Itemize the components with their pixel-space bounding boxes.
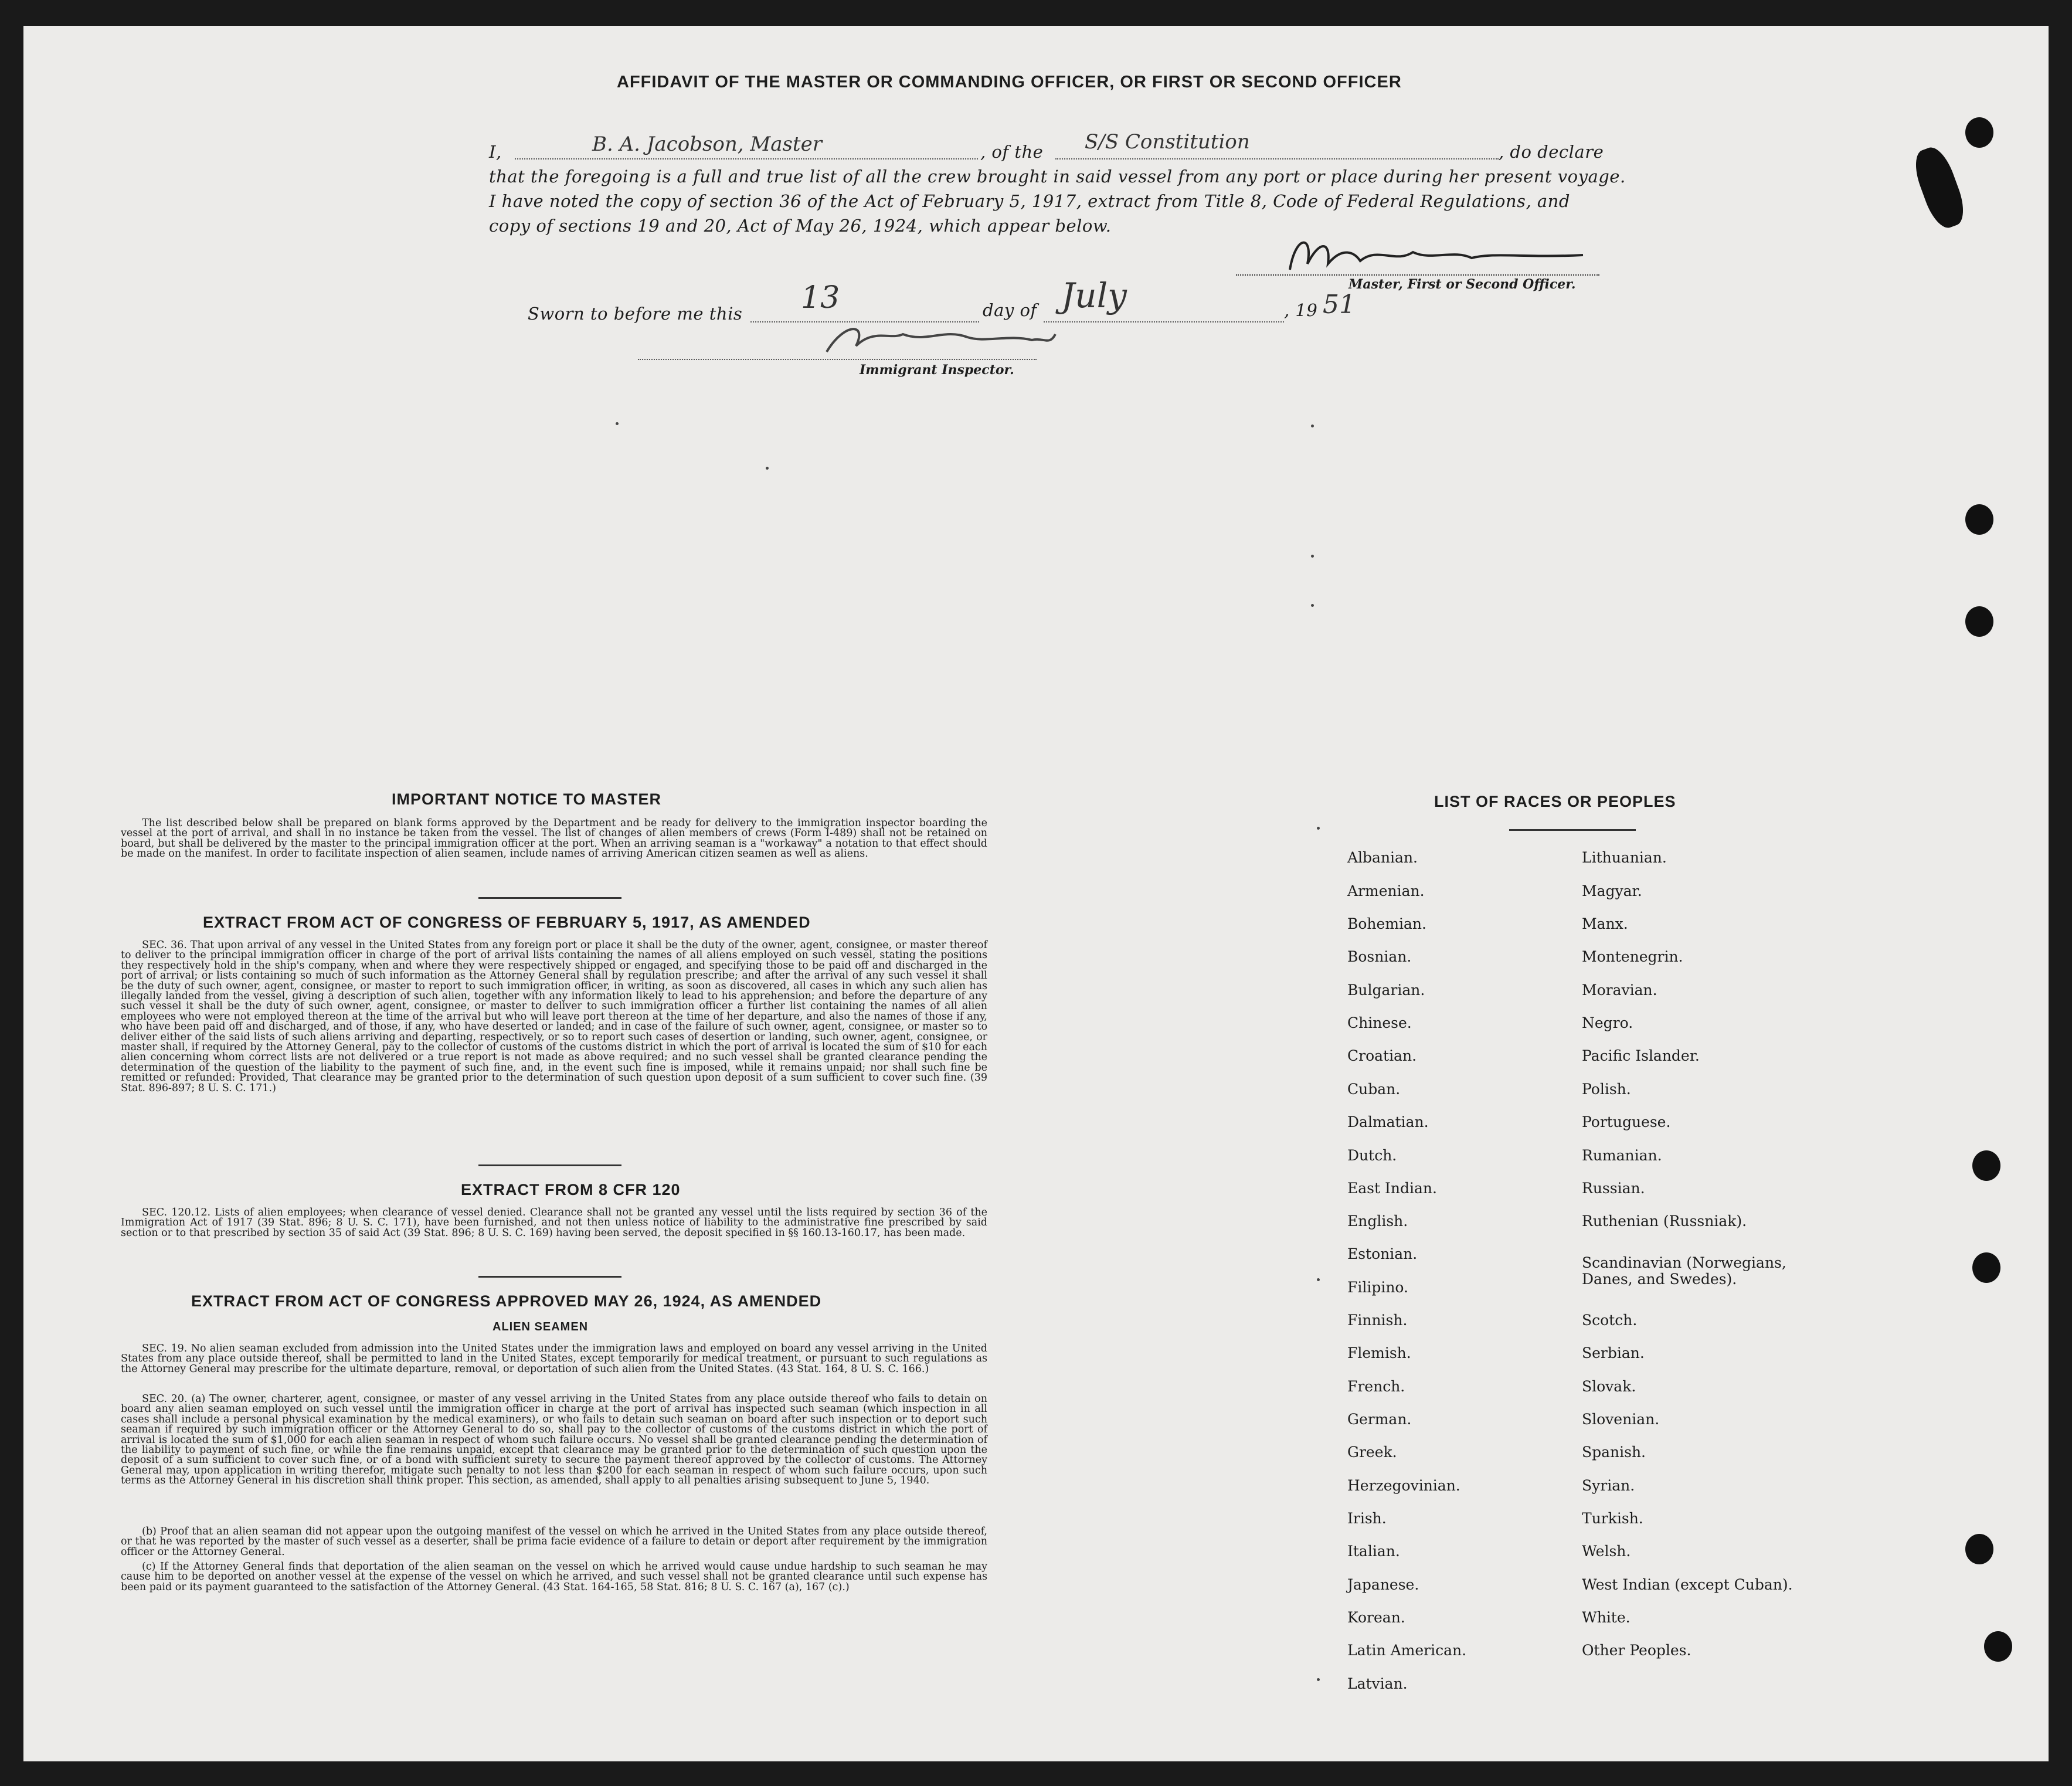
sworn-label: Sworn to before me this xyxy=(528,304,743,324)
race-item: East Indian. xyxy=(1347,1180,1437,1197)
extract-cfr-body: SEC. 120.12. Lists of alien employees; when clearance of vessel denied. Clearance shall not be granted any vessel until the lists required by section 36 of the Immigration Act of 1917 (39 Stat. 896; 8 U. S. C. 171), have been furnished, and not then unless notice of liability to the administrative fine prescribed by said section or to that prescribed by section 35 of said Act (39 Stat. 896; 8 U. S. C. 169) having been served, the deposit specified in §§ 160.13-160.17, has been made. xyxy=(121,1207,987,1239)
race-item: Bosnian. xyxy=(1347,948,1412,965)
sworn-month: July xyxy=(1061,276,1127,315)
sworn-day: 13 xyxy=(801,280,840,315)
race-item: Finnish. xyxy=(1347,1312,1408,1329)
scan-speck xyxy=(1311,425,1314,427)
race-item: Montenegrin. xyxy=(1582,948,1683,965)
of-the-label: , of the xyxy=(980,142,1044,162)
punch-hole xyxy=(1965,606,1993,637)
sworn-year: 51 xyxy=(1323,290,1356,320)
inspector-signature-line xyxy=(638,359,1037,360)
race-item: West Indian (except Cuban). xyxy=(1582,1576,1793,1593)
race-item: Bohemian. xyxy=(1347,915,1426,932)
document-page xyxy=(23,26,2049,1761)
race-item: Turkish. xyxy=(1582,1510,1643,1527)
declaration-pronoun: I, xyxy=(489,142,502,162)
punch-hole xyxy=(1965,504,1993,535)
race-item: Armenian. xyxy=(1347,882,1425,899)
race-item: Filipino. xyxy=(1347,1279,1408,1296)
race-item: French. xyxy=(1347,1378,1405,1395)
race-item: Greek. xyxy=(1347,1444,1397,1461)
race-item: Croatian. xyxy=(1347,1047,1417,1064)
race-item: Korean. xyxy=(1347,1609,1405,1626)
sworn-month-line xyxy=(1044,321,1284,322)
affidavit-title: AFFIDAVIT OF THE MASTER OR COMMANDING OFFICER, OR FIRST OR SECOND OFFICER xyxy=(617,73,1402,91)
extract-cfr-title: EXTRACT FROM 8 CFR 120 xyxy=(461,1181,681,1198)
year-prefix: , 19 xyxy=(1284,300,1318,320)
sec19-body: SEC. 19. No alien seaman excluded from admission into the United States under the immigration laws and employed on board any vessel arriving in the United States from any place outside thereof, shall be permitted to land in the United States, except temporarily for medical treatment, or pursuant to such regulations as the Attorney General may prescribe for the ultimate departure, removal, or deportation of such alien from the United States. (43 Stat. 164, 8 U. S. C. 166.) xyxy=(121,1343,987,1375)
race-item: Spanish. xyxy=(1582,1444,1646,1461)
scan-speck xyxy=(1311,604,1314,607)
race-item: Polish. xyxy=(1582,1081,1631,1098)
race-item: Lithuanian. xyxy=(1582,849,1667,866)
race-item: Herzegovinian. xyxy=(1347,1477,1460,1494)
declaration-line-2: that the foregoing is a full and true list of all the crew brought in said vessel from any port or place during her present voyage. xyxy=(489,167,1626,186)
punch-hole xyxy=(1972,1252,2000,1283)
scan-speck xyxy=(1317,827,1320,830)
section-divider xyxy=(478,897,621,899)
race-item: Russian. xyxy=(1582,1180,1645,1197)
extract-1924-title: EXTRACT FROM ACT OF CONGRESS APPROVED MAY 26, 1924, AS AMENDED xyxy=(191,1292,822,1310)
notice-body: The list described below shall be prepared on blank forms approved by the Department and be ready for delivery to the immigration inspector boarding the vessel at the port of arrival, and shall in no instance be taken from the vessel. The list of changes of alien members of crews (Form I-489) shall not be retained on board, but shall be delivered by the master to the principal immigration officer at the port. When an arriving seaman is a "workaway" a notation to that effect should be made on the manifest. In order to facilitate inspection of alien seamen, include names of arriving American citizen seamen as well as aliens. xyxy=(121,817,987,860)
officer-signature-line xyxy=(1236,274,1599,276)
races-title: LIST OF RACES OR PEOPLES xyxy=(1434,793,1676,810)
race-item: Magyar. xyxy=(1582,882,1642,899)
notice-title: IMPORTANT NOTICE TO MASTER xyxy=(392,790,661,808)
race-item: German. xyxy=(1347,1411,1412,1428)
race-item: Scandinavian (Norwegians, Danes, and Swedes). xyxy=(1582,1254,1786,1288)
do-declare-label: , do declare xyxy=(1499,142,1604,162)
race-item: Negro. xyxy=(1582,1014,1633,1031)
punch-hole xyxy=(1972,1150,2000,1181)
race-item: English. xyxy=(1347,1213,1408,1230)
punch-hole xyxy=(1965,1534,1993,1564)
master-signature xyxy=(1278,229,1606,281)
declaration-line-4: copy of sections 19 and 20, Act of May 26, 1924, which appear below. xyxy=(489,216,1112,236)
declarant-name-line xyxy=(515,158,978,159)
race-item: Welsh. xyxy=(1582,1543,1631,1560)
race-item: Ruthenian (Russniak). xyxy=(1582,1213,1747,1230)
vessel-name: S/S Constitution xyxy=(1085,130,1250,154)
race-item: Latvian. xyxy=(1347,1675,1408,1692)
race-item: Rumanian. xyxy=(1582,1147,1662,1164)
race-item: Flemish. xyxy=(1347,1344,1411,1361)
race-item: Italian. xyxy=(1347,1543,1400,1560)
race-item: Estonian. xyxy=(1347,1245,1418,1262)
race-item: Bulgarian. xyxy=(1347,982,1425,999)
race-item: Syrian. xyxy=(1582,1477,1635,1494)
scan-speck xyxy=(616,422,619,425)
day-of-label: day of xyxy=(983,300,1037,320)
race-item: Slovenian. xyxy=(1582,1411,1660,1428)
race-item: Dutch. xyxy=(1347,1147,1397,1164)
races-divider xyxy=(1509,829,1636,831)
race-item: Chinese. xyxy=(1347,1014,1412,1031)
race-item: Other Peoples. xyxy=(1582,1642,1691,1659)
race-item: Manx. xyxy=(1582,915,1628,932)
section-divider xyxy=(478,1276,621,1278)
extract-1917-title: EXTRACT FROM ACT OF CONGRESS OF FEBRUARY 5, 1917, AS AMENDED xyxy=(203,914,811,931)
scan-speck xyxy=(1317,1678,1320,1681)
race-item: Moravian. xyxy=(1582,982,1657,999)
alien-seamen-subtitle: ALIEN SEAMEN xyxy=(492,1320,589,1333)
race-item: Latin American. xyxy=(1347,1642,1467,1659)
inspector-signature xyxy=(821,311,1067,364)
punch-hole xyxy=(1984,1631,2012,1662)
section-divider xyxy=(478,1164,621,1166)
inspector-caption: Immigrant Inspector. xyxy=(860,362,1014,378)
officer-caption: Master, First or Second Officer. xyxy=(1349,277,1576,292)
sec20c-body: (c) If the Attorney General finds that deportation of the alien seaman on the vessel on which he arrived would cause undue hardship to such seaman he may cause him to be deported on another vessel at the expense of the vessel on which he arrived, and such vessel shall not be granted clearance until such expense has been paid or its payment guaranteed to the satisfaction of the Attorney General. (43 Stat. 164-165, 58 Stat. 816; 8 U. S. C. 167 (a), 167 (c).) xyxy=(121,1561,987,1593)
scan-speck xyxy=(1311,555,1314,558)
race-item: Portuguese. xyxy=(1582,1113,1671,1130)
scan-speck xyxy=(1317,1278,1320,1281)
race-item: Albanian. xyxy=(1347,849,1418,866)
extract-1917-body: SEC. 36. That upon arrival of any vessel in the United States from any foreign port or place it shall be the duty of the owner, agent, consignee, or master thereof to deliver to the principal immigration officer in charge of the port of arrival lists containing the names of all aliens employed on such vessel, stating the positions they respectively hold in the ship's company, when and where they were respectively shipped or engaged, and specifying those to be paid off and discharged in the port of arrival; or lists containing so much of such information as the Attorney General shall by regulation prescribe; and after the arrival of any such vessel it shall be the duty of such owner, agent, consignee, or master to report to such immigration officer, in writing, as soon as discovered, all cases in which any such alien has illegally landed from the vessel, giving a description of such alien, together with any information likely to lead to his apprehension; and before the departure of any such vessel it shall be the duty of such owner, agent, consignee, or master to deliver to such immigration officer a further list containing the names of all alien employees who were not employed thereon at the time of the arrival but who will leave port thereon at the time of her departure, and also the names of those if any, who have been paid off and discharged, and of those, if any, who have deserted or landed; and in case of the failure of such owner, agent, consignee, or master so to deliver either of the said lists of such aliens arriving and departing, respectively, or so to report such cases of desertion or landing, such owner, agent, consignee, or master shall, if required by the Attorney General, pay to the collector of customs of the customs district in which the port of arrival is located the sum of $10 for each alien concerning whom correct lists are not delivered or a true report is not made as above required; and no such vessel shall be granted clearance pending the determination of the question of the liability to the payment of such fine, and, in the event such fine is imposed, while it remains unpaid; nor shall such fine be remitted or refunded: Provided, That clearance may be granted prior to the determination of such question upon deposit of a sum sufficient to cover such fine. (39 Stat. 896-897; 8 U. S. C. 171.) xyxy=(121,939,987,1094)
race-item: Pacific Islander. xyxy=(1582,1047,1700,1064)
race-item: Slovak. xyxy=(1582,1378,1636,1395)
race-item: Cuban. xyxy=(1347,1081,1401,1098)
race-item: Serbian. xyxy=(1582,1344,1645,1361)
declarant-name: B. A. Jacobson, Master xyxy=(592,133,822,156)
punch-hole xyxy=(1965,117,1993,148)
vessel-name-line xyxy=(1055,158,1499,159)
race-item: Scotch. xyxy=(1582,1312,1638,1329)
race-item: Irish. xyxy=(1347,1510,1387,1527)
race-item: Japanese. xyxy=(1347,1576,1419,1593)
declaration-line-3: I have noted the copy of section 36 of the Act of February 5, 1917, extract from Title 8, Code of Federal Regulations, and xyxy=(489,191,1570,211)
race-item: White. xyxy=(1582,1609,1631,1626)
race-item: Dalmatian. xyxy=(1347,1113,1429,1130)
sec20b-body: (b) Proof that an alien seaman did not appear upon the outgoing manifest of the vessel on which he arrived in the United States from any place outside thereof, or that he was reported by the master of such vessel as a deserter, shall be prima facie evidence of a failure to detain or deport after requirement by the immigration officer or the Attorney General. xyxy=(121,1526,987,1558)
sec20a-body: SEC. 20. (a) The owner, charterer, agent, consignee, or master of any vessel arriving in the United States from any place outside thereof who fails to detain on board any alien seaman employed on such vessel until the immigration officer in charge at the port of arrival has inspected such seaman (which inspection in all cases shall include a personal physical examination by the medical examiners), or who fails to detain such seaman on board after such inspection or to deport such seaman if required by such immigration officer or the Attorney General to do so, shall pay to the collector of customs of the customs district in which the port of arrival is located the sum of $1,000 for each alien seaman in respect of whom such failure occurs. No vessel shall be granted clearance pending the determination of the liability to payment of such fine, or while the fine remains unpaid, except that clearance may be granted prior to the determination of such question upon the deposit of a sum sufficient to cover such fine, or of a bond with sufficient surety to secure the payment thereof approved by the collector of customs. The Attorney General may, upon application in writing therefor, mitigate such penalty to not less than $200 for each seaman in respect of whom such failure occurs, upon such terms as the Attorney General in his discretion shall think proper. This section, as amended, shall apply to all penalties arising subsequent to June 5, 1940. xyxy=(121,1393,987,1487)
scan-speck xyxy=(766,467,769,470)
